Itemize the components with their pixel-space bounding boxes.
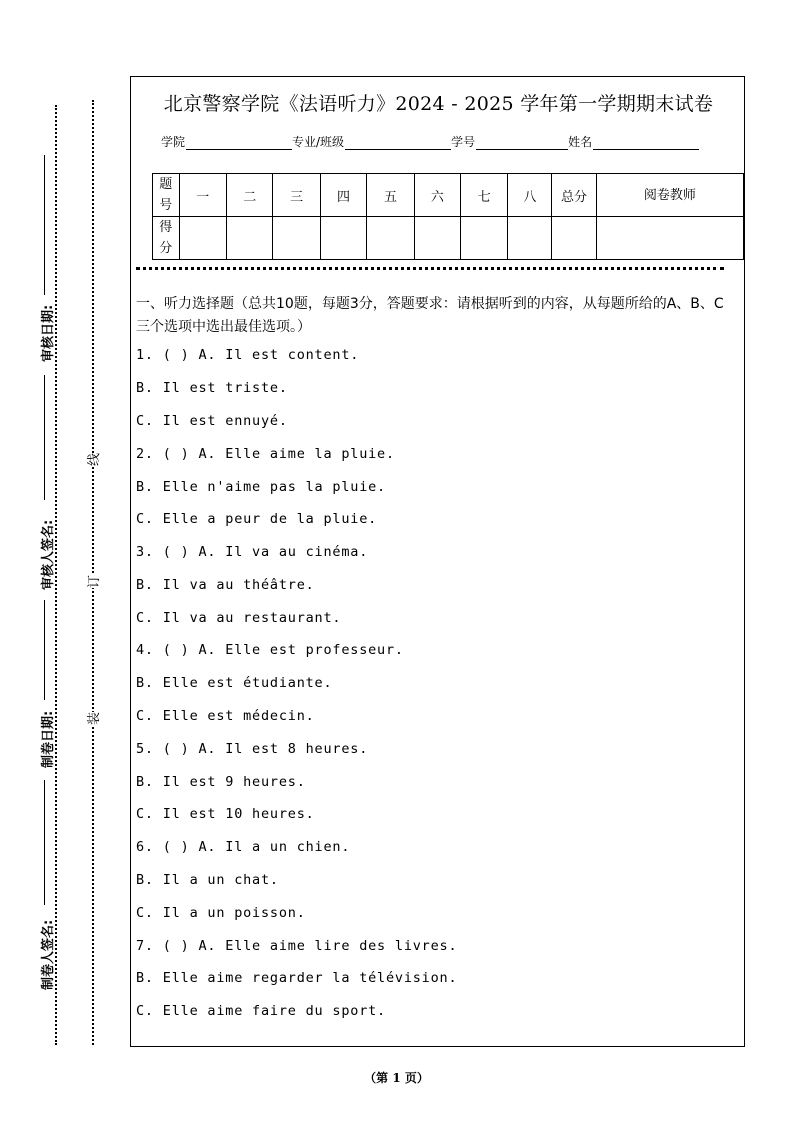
question-7-option-a: 7. ( ) A. Elle aime lire des livres. [136,938,458,954]
grader-header: 阅卷教师 [596,174,743,217]
page-number: （第 1 页） [364,1071,429,1085]
major-label: 专业/班级 [292,135,345,149]
exam-frame [130,76,745,1047]
question-2-option-c: C. Elle a peur de la pluie. [136,511,378,527]
score-col-8: 八 [508,174,552,217]
question-4-option-a: 4. ( ) A. Elle est professeur. [136,642,404,658]
score-col-1: 一 [179,174,226,217]
maker-signature-blank [44,780,45,905]
student-info-row [161,133,699,150]
student-id-label: 学号 [451,135,476,149]
grader-cell[interactable] [596,217,743,260]
question-6-option-a: 6. ( ) A. Il a un chien. [136,839,351,855]
score-col-4: 四 [320,174,366,217]
reviewer-signature-label: 审核人签名: [41,519,56,590]
question-number-header: 题号 [153,174,180,217]
name-label: 姓名 [568,135,593,149]
make-date-label: 制卷日期: [41,710,56,768]
score-cell[interactable] [461,217,508,260]
bind-order-char: 订 [81,575,104,588]
dotted-separator [136,267,724,270]
question-5-option-c: C. Il est 10 heures. [136,806,315,822]
student-id-field[interactable] [476,135,568,150]
score-col-7: 七 [461,174,508,217]
make-date-blank [44,600,45,700]
score-row-header: 得分 [153,217,180,260]
review-date-label: 审核日期: [41,304,56,362]
bind-line-char: 线 [81,453,104,466]
score-cell[interactable] [226,217,272,260]
question-2-option-a: 2. ( ) A. Elle aime la pluie. [136,446,395,462]
score-col-6: 六 [414,174,460,217]
score-cell[interactable] [414,217,460,260]
question-5-option-b: B. Il est 9 heures. [136,774,306,790]
score-cell[interactable] [552,217,597,260]
name-field[interactable] [593,135,699,150]
score-col-3: 三 [273,174,320,217]
review-date-blank [44,155,45,295]
score-cell[interactable] [273,217,320,260]
binding-dotted-line [92,100,94,1045]
question-1-option-c: C. Il est ennuyé. [136,413,288,429]
question-2-option-b: B. Elle n'aime pas la pluie. [136,479,386,495]
reviewer-signature-blank [44,375,45,500]
question-6-option-b: B. Il a un chat. [136,872,279,888]
section1-instruction: 一、听力选择题（总共10题，每题3分，答题要求：请根据听到的内容，从每题所给的A、B、C三个选项中选出最佳选项。） [136,296,724,335]
major-field[interactable] [345,135,451,150]
score-cell[interactable] [320,217,366,260]
score-col-5: 五 [367,174,414,217]
question-4-option-b: B. Elle est étudiante. [136,675,333,691]
question-5-option-a: 5. ( ) A. Il est 8 heures. [136,741,369,757]
question-3-option-a: 3. ( ) A. Il va au cinéma. [136,544,369,560]
question-7-option-c: C. Elle aime faire du sport. [136,1003,386,1019]
bind-fix-char: 装 [81,712,104,725]
question-3-option-c: C. Il va au restaurant. [136,610,342,626]
score-table [152,173,744,260]
score-cell[interactable] [508,217,552,260]
score-cell[interactable] [179,217,226,260]
question-4-option-c: C. Elle est médecin. [136,708,315,724]
maker-signature-label: 制卷人签名: [41,919,56,990]
college-label: 学院 [161,135,186,149]
question-6-option-c: C. Il a un poisson. [136,905,306,921]
question-7-option-b: B. Elle aime regarder la télévision. [136,970,458,986]
score-col-2: 二 [226,174,272,217]
question-1-option-b: B. Il est triste. [136,380,288,396]
college-field[interactable] [186,135,292,150]
question-1-option-a: 1. ( ) A. Il est content. [136,347,360,363]
score-col-total: 总分 [552,174,597,217]
inner-dotted-line [55,105,57,1045]
exam-title: 北京警察学院《法语听力》2024 - 2025 学年第一学期期末试卷 [163,93,714,115]
question-3-option-b: B. Il va au théâtre. [136,577,315,593]
score-cell[interactable] [367,217,414,260]
